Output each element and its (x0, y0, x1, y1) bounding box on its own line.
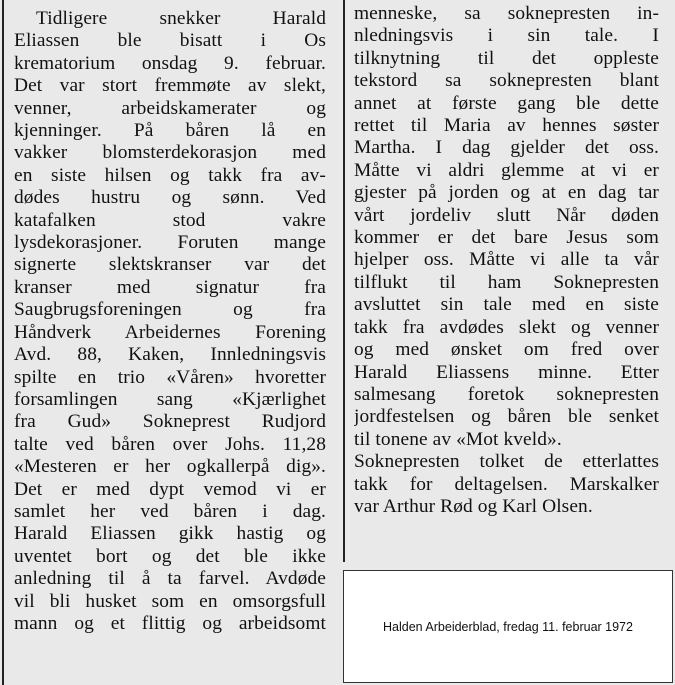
source-caption: Halden Arbeiderblad, fredag 11. februar 1972 (383, 619, 633, 634)
article-line: rettet til Maria av hennes søster (354, 115, 659, 137)
article-left-column (14, 8, 326, 635)
article-line: forsamlingen sang «Kjærlighet (14, 388, 326, 410)
article-line: og med ønsket om fred over (354, 339, 659, 361)
article-line: kranser med signatur fra (14, 276, 326, 298)
article-line: krematorium onsdag 9. februar. (14, 52, 326, 74)
article-line: signerte slektskranser var det (14, 254, 326, 276)
left-column-border (2, 0, 4, 685)
article-line: avsluttet sin tale med en siste (354, 294, 659, 316)
article-line: menneske, sa soknepresten in- (354, 3, 659, 24)
article-line: Eliassen ble bisatt i Os (14, 30, 326, 52)
article-line: annet at første gang ble dette (354, 92, 659, 114)
article-line: vårt jordeliv slutt Når døden (354, 204, 659, 226)
article-line: jordfestelsen og båren ble senket (354, 406, 659, 428)
article-line: en siste hilsen og takk fra av- (14, 164, 326, 186)
article-line: Avd. 88, Kaken, Innledningsvis (14, 344, 326, 366)
column-divider (343, 0, 345, 562)
article-line: Harald Eliassen gikk hastig og (14, 523, 326, 545)
article-line: Soknepresten tolket de etterlattes (354, 451, 659, 473)
article-line: Harald Eliassens minne. Etter (354, 361, 659, 383)
article-line: vil bli husket som en omsorgsfull (14, 590, 326, 612)
article-line: Saugbrugsforeningen og fra (14, 299, 326, 321)
article-right-column (354, 3, 659, 518)
article-line: mann og et flittig og arbeidsomt (14, 612, 326, 634)
article-line: nledningsvis i sin tale. I (354, 25, 659, 47)
article-line: kommer er det bare Jesus som (354, 227, 659, 249)
article-line: venner, arbeidskamerater og (14, 97, 326, 119)
article-line: gjester på jorden og at en dag tar (354, 182, 659, 204)
article-line: salmesang foretok soknepresten (354, 383, 659, 405)
article-line: spilte en trio «Våren» hvoretter (14, 366, 326, 388)
article-line: Martha. I dag gjelder det oss. (354, 137, 659, 159)
article-line: Det er med dypt vemod vi er (14, 478, 326, 500)
article-line: anledning til å ta farvel. Avdøde (14, 568, 326, 590)
article-line: «Mesteren er her ogkallerpå dig». (14, 456, 326, 478)
source-caption-box (343, 570, 673, 683)
article-line: hjelper oss. Måtte vi alle ta vår (354, 249, 659, 271)
article-line: uventet bort og det ble ikke (14, 545, 326, 567)
article-line: Håndverk Arbeidernes Forening (14, 321, 326, 343)
article-line: samlet her ved båren i dag. (14, 500, 326, 522)
article-line: tekstord sa soknepresten blant (354, 70, 659, 92)
article-line: Måtte vi aldri glemme at vi er (354, 159, 659, 181)
article-line: Det var stort fremmøte av slekt, (14, 75, 326, 97)
article-line: var Arthur Rød og Karl Olsen. (354, 495, 593, 517)
article-line: fra Gud» Sokneprest Rudjord (14, 411, 326, 433)
article-line: til tonene av «Mot kveld». (354, 428, 562, 450)
article-line: Tidligere snekker Harald (36, 8, 326, 29)
article-line: takk for deltagelsen. Marskalker (354, 473, 659, 495)
article-line: takk fra avdødes slekt og venner (354, 316, 659, 338)
article-line: tilknytning til det oppleste (354, 47, 659, 69)
article-line: talte ved båren over Johs. 11,28 (14, 433, 326, 455)
article-line: katafalken stod vakre (14, 209, 326, 231)
article-line: vakker blomsterdekorasjon med (14, 142, 326, 164)
article-line: dødes hustru og sønn. Ved (14, 187, 326, 209)
article-line: kjenninger. På båren lå en (14, 120, 326, 142)
article-line: tilflukt til ham Soknepresten (354, 271, 659, 293)
article-line: lysdekorasjoner. Foruten mange (14, 232, 326, 254)
